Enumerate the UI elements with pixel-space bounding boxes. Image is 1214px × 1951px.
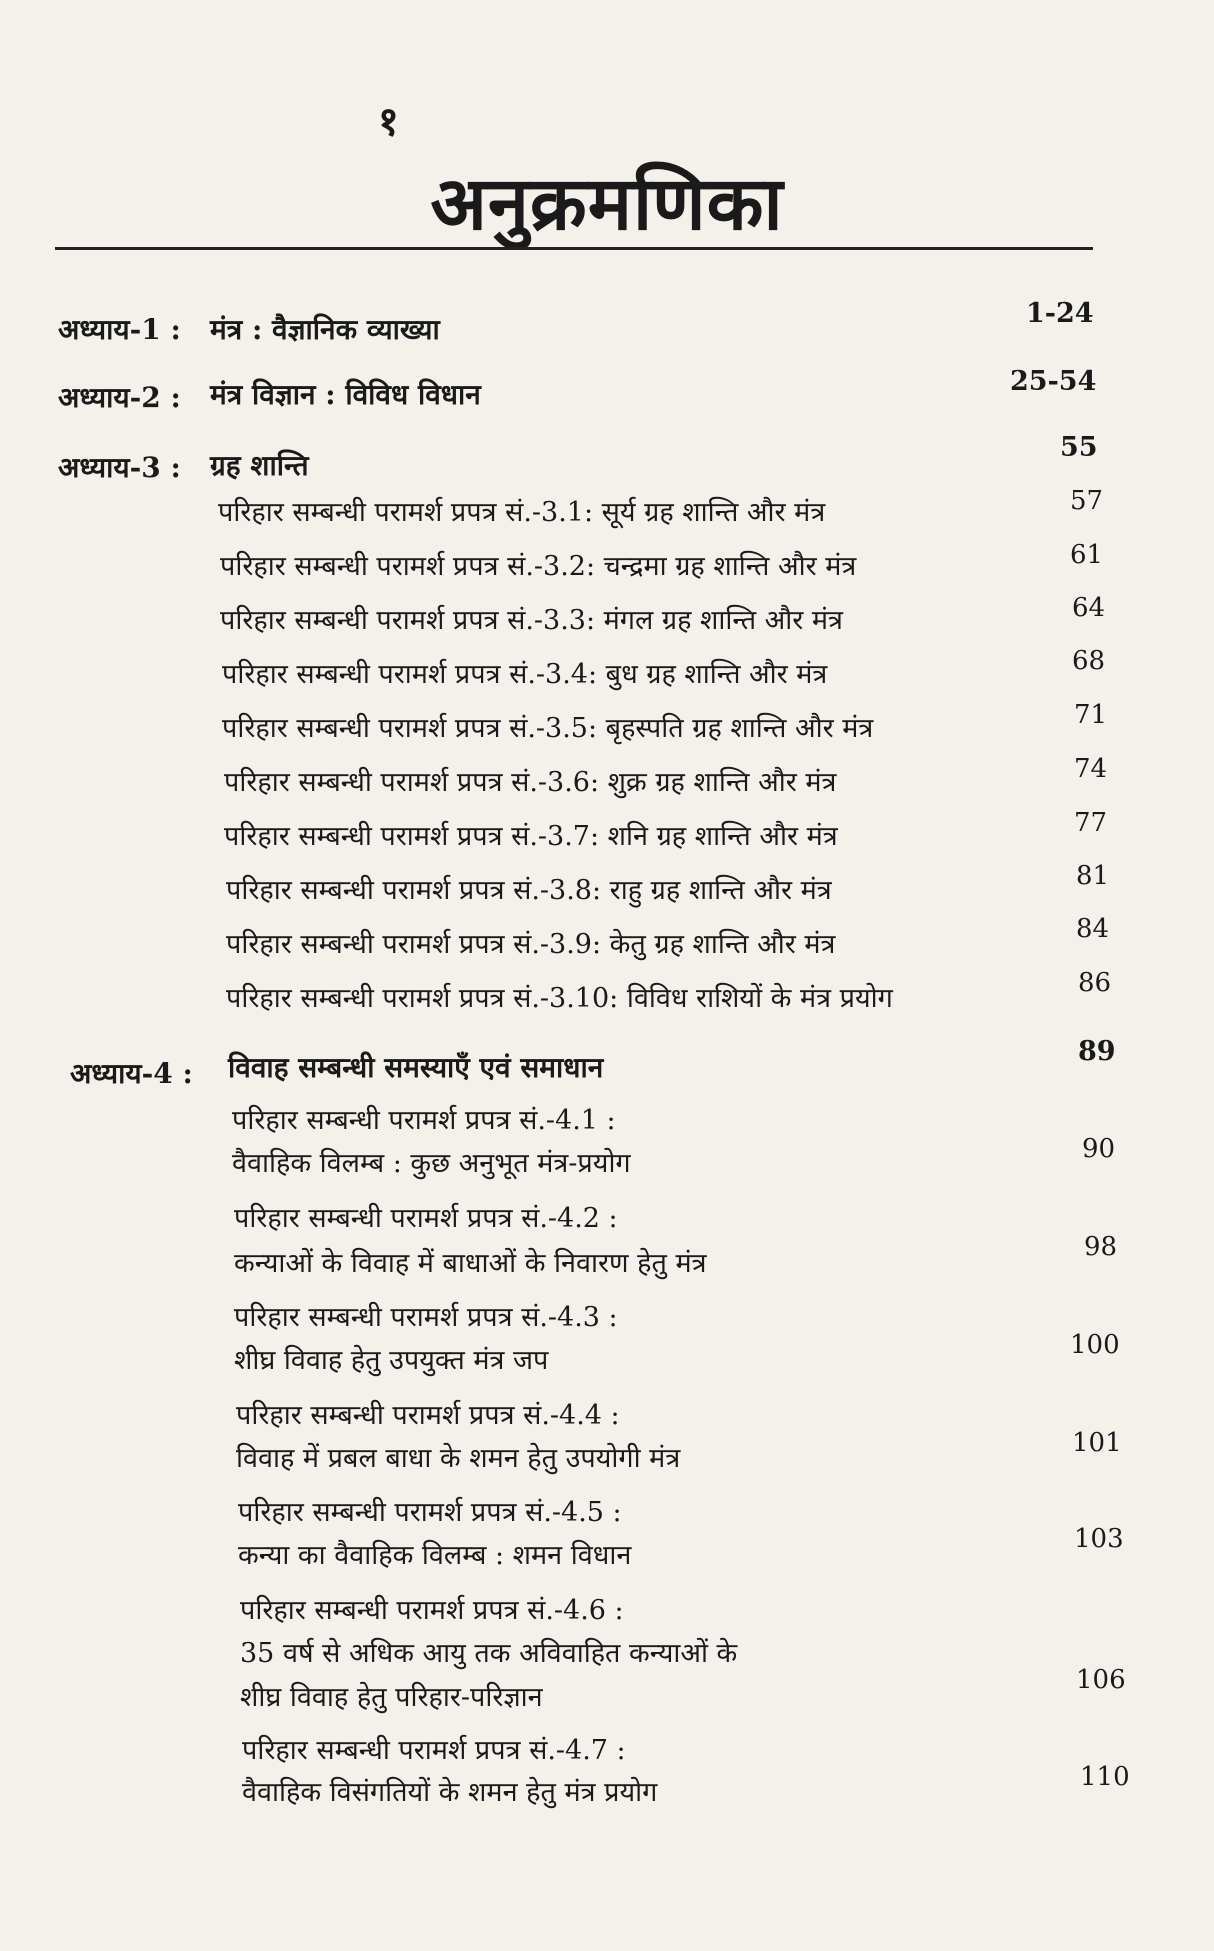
entry-3-4-page: 68 [1072, 646, 1106, 676]
entry-3-7: परिहार सम्बन्धी परामर्श प्रपत्र सं.-3.7: शनि ग्रह शान्ति और मंत्र [224, 821, 838, 852]
entry-3-6: परिहार सम्बन्धी परामर्श प्रपत्र सं.-3.6: शुक्र ग्रह शान्ति और मंत्र [224, 767, 837, 798]
entry-4-7-line1: परिहार सम्बन्धी परामर्श प्रपत्र सं.-4.7 : [242, 1735, 626, 1766]
chapter-1-label: अध्याय-1 : [58, 313, 181, 346]
entry-4-6-line2: 35 वर्ष से अधिक आयु तक अविवाहित कन्याओं के [240, 1638, 738, 1669]
entry-4-1-page: 90 [1082, 1134, 1116, 1164]
chapter-1-title: मंत्र : वैज्ञानिक व्याख्या [210, 313, 440, 346]
entry-3-6-page: 74 [1074, 754, 1108, 784]
entry-4-3-page: 100 [1070, 1330, 1120, 1360]
entry-4-5-line1: परिहार सम्बन्धी परामर्श प्रपत्र सं.-4.5 : [238, 1497, 622, 1528]
entry-3-5: परिहार सम्बन्धी परामर्श प्रपत्र सं.-3.5: बृहस्पति ग्रह शान्ति और मंत्र [222, 713, 874, 744]
entry-3-8-page: 81 [1076, 861, 1110, 891]
chapter-4-page: 89 [1078, 1036, 1116, 1067]
entry-3-7-page: 77 [1074, 808, 1108, 838]
chapter-4-title: विवाह सम्बन्धी समस्याएँ एवं समाधान [228, 1051, 604, 1084]
entry-4-4-line1: परिहार सम्बन्धी परामर्श प्रपत्र सं.-4.4 : [236, 1400, 620, 1431]
entry-3-10: परिहार सम्बन्धी परामर्श प्रपत्र सं.-3.10: विविध राशियों के मंत्र प्रयोग [226, 983, 893, 1014]
chapter-3-title: ग्रह शान्ति [210, 449, 309, 482]
entry-4-1-line1: परिहार सम्बन्धी परामर्श प्रपत्र सं.-4.1 : [232, 1105, 616, 1136]
entry-4-1-line2: वैवाहिक विलम्ब : कुछ अनुभूत मंत्र-प्रयोग [232, 1148, 631, 1179]
entry-4-2-line2: कन्याओं के विवाह में बाधाओं के निवारण हेतु मंत्र [234, 1248, 707, 1279]
entry-3-3-page: 64 [1072, 593, 1106, 623]
entry-3-9-page: 84 [1076, 914, 1110, 944]
entry-3-3: परिहार सम्बन्धी परामर्श प्रपत्र सं.-3.3: मंगल ग्रह शान्ति और मंत्र [220, 605, 843, 636]
entry-4-6-line1: परिहार सम्बन्धी परामर्श प्रपत्र सं.-4.6 : [240, 1595, 624, 1626]
entry-4-4-line2: विवाह में प्रबल बाधा के शमन हेतु उपयोगी मंत्र [236, 1443, 681, 1474]
chapter-3-page: 55 [1060, 432, 1098, 463]
entry-4-4-page: 101 [1072, 1428, 1122, 1458]
entry-3-8: परिहार सम्बन्धी परामर्श प्रपत्र सं.-3.8: राहु ग्रह शान्ति और मंत्र [226, 875, 832, 906]
entry-4-5-line2: कन्या का वैवाहिक विलम्ब : शमन विधान [238, 1540, 632, 1571]
title-rule [55, 247, 1093, 250]
entry-4-2-line1: परिहार सम्बन्धी परामर्श प्रपत्र सं.-4.2 : [234, 1203, 618, 1234]
chapter-2-page: 25-54 [1010, 366, 1097, 397]
chapter-4-label: अध्याय-4 : [70, 1057, 193, 1090]
entry-3-2-page: 61 [1070, 540, 1104, 570]
entry-3-9: परिहार सम्बन्धी परामर्श प्रपत्र सं.-3.9: केतु ग्रह शान्ति और मंत्र [226, 929, 836, 960]
entry-4-7-line2: वैवाहिक विसंगतियों के शमन हेतु मंत्र प्रयोग [242, 1777, 658, 1808]
entry-4-7-page: 110 [1080, 1762, 1130, 1792]
entry-3-10-page: 86 [1078, 968, 1112, 998]
page-title: अनुक्रमणिका [430, 161, 784, 247]
entry-3-1-page: 57 [1070, 486, 1104, 516]
chapter-1-page: 1-24 [1026, 298, 1094, 329]
entry-3-1: परिहार सम्बन्धी परामर्श प्रपत्र सं.-3.1: सूर्य ग्रह शान्ति और मंत्र [218, 497, 826, 528]
entry-3-5-page: 71 [1074, 700, 1108, 730]
entry-4-2-page: 98 [1084, 1232, 1118, 1262]
entry-4-3-line2: शीघ्र विवाह हेतु उपयुक्त मंत्र जप [234, 1345, 549, 1376]
entry-3-2: परिहार सम्बन्धी परामर्श प्रपत्र सं.-3.2: चन्द्रमा ग्रह शान्ति और मंत्र [220, 551, 857, 582]
chapter-3-label: अध्याय-3 : [58, 451, 181, 484]
entry-4-3-line1: परिहार सम्बन्धी परामर्श प्रपत्र सं.-4.3 : [234, 1302, 618, 1333]
entry-3-4: परिहार सम्बन्धी परामर्श प्रपत्र सं.-3.4: बुध ग्रह शान्ति और मंत्र [222, 659, 828, 690]
entry-4-6-line3: शीघ्र विवाह हेतु परिहार-परिज्ञान [240, 1682, 543, 1713]
entry-4-6-page: 106 [1076, 1665, 1126, 1695]
entry-4-5-page: 103 [1074, 1524, 1124, 1554]
chapter-2-title: मंत्र विज्ञान : विविध विधान [210, 378, 481, 411]
page-mark: १ [378, 98, 399, 145]
chapter-2-label: अध्याय-2 : [58, 381, 181, 414]
